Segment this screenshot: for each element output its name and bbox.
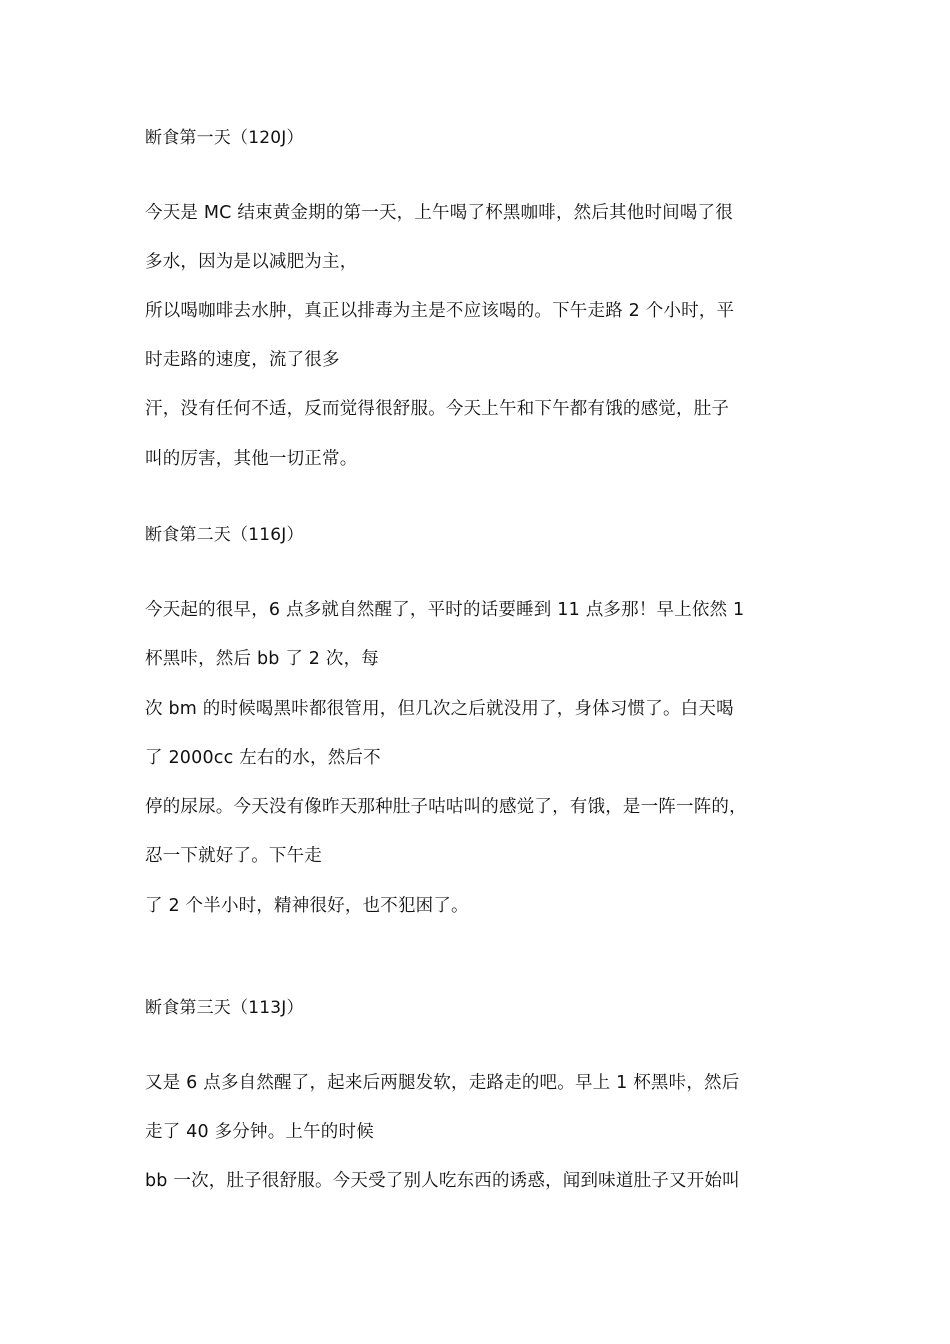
day1-paragraph-line: 汗，没有任何不适，反而觉得很舒服。今天上午和下午都有饿的感觉，肚子: [145, 399, 730, 419]
day3-paragraph-line: 又是 6 点多自然醒了，起来后两腿发软，走路走的吧。早上 1 杯黑咔，然后: [145, 1073, 740, 1093]
day2-paragraph-line: 次 bm 的时候喝黑咔都很管用，但几次之后就没用了，身体习惯了。白天喝: [145, 699, 734, 719]
day2-paragraph-line: 今天起的很早，6 点多就自然醒了，平时的话要睡到 11 点多那！早上依然 1: [145, 600, 745, 620]
day2-paragraph-line: 杯黑咔，然后 bb 了 2 次，每: [145, 649, 380, 669]
day1-heading: 断食第一天（120J）: [145, 128, 304, 148]
day3-paragraph-line: bb 一次，肚子很舒服。今天受了别人吃东西的诱惑，闻到味道肚子又开始叫: [145, 1171, 740, 1191]
day1-paragraph-line: 叫的厉害，其他一切正常。: [145, 449, 358, 469]
day2-paragraph-line: 忍一下就好了。下午走: [145, 846, 322, 866]
day1-paragraph-line: 多水，因为是以减肥为主，: [145, 252, 358, 272]
day2-paragraph-line: 了 2 个半小时，精神很好，也不犯困了。: [145, 896, 469, 916]
day3-paragraph-line: 走了 40 多分钟。上午的时候: [145, 1122, 374, 1142]
day3-heading: 断食第三天（113J）: [145, 998, 304, 1018]
day1-paragraph-line: 今天是 MC 结束黄金期的第一天，上午喝了杯黑咖啡，然后其他时间喝了很: [145, 203, 733, 223]
day1-paragraph-line: 时走路的速度，流了很多: [145, 350, 340, 370]
day1-paragraph-line: 所以喝咖啡去水肿，真正以排毒为主是不应该喝的。下午走路 2 个小时，平: [145, 301, 735, 321]
day2-paragraph-line: 停的尿尿。今天没有像昨天那种肚子咕咕叫的感觉了，有饿，是一阵一阵的，: [145, 797, 747, 817]
day2-paragraph-line: 了 2000cc 左右的水，然后不: [145, 748, 381, 768]
day2-heading: 断食第二天（116J）: [145, 525, 304, 545]
